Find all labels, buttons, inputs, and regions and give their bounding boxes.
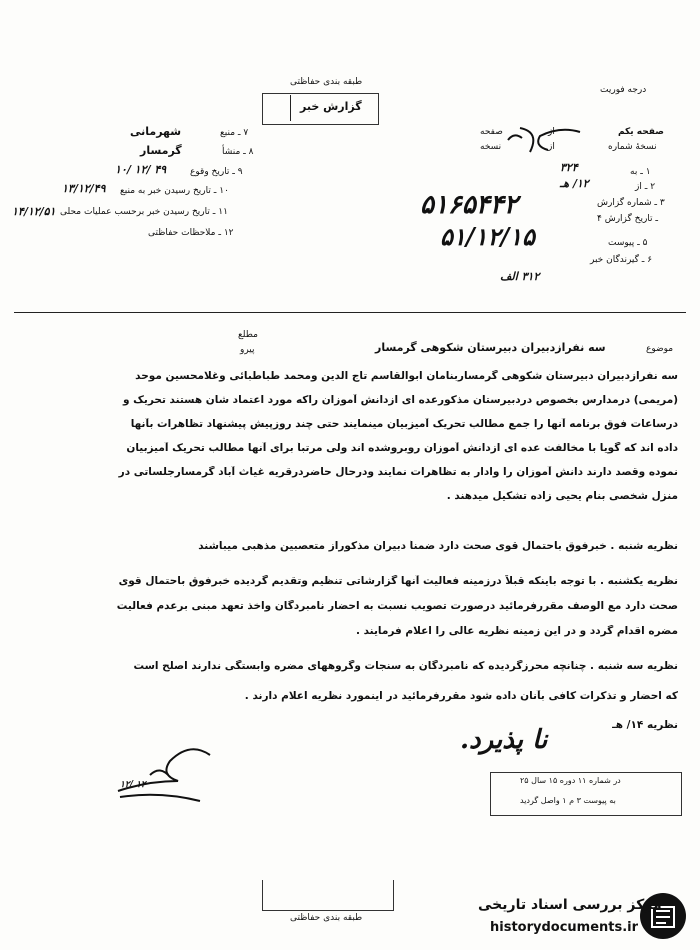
signature-date: ۱۲/ ۱۲ <box>120 780 146 790</box>
footer-classification: طبقه بندی حفاظتی <box>290 913 363 923</box>
field-1-label: ۱ ـ به <box>630 167 651 177</box>
field-11-label: ۱۱ ـ تاریخ رسیدن خبر برحسب عملیات محلی <box>60 207 228 217</box>
header-title: گزارش خبر <box>300 100 362 113</box>
field-1-value: ۳۲۴ <box>560 161 578 174</box>
copy-of: از <box>548 142 555 152</box>
subject-text: سه نفرازدبیران دبیرستان شکوهی گرمسار <box>375 341 606 354</box>
handwritten-page-marks <box>500 120 650 160</box>
field-12-label: ۱۲ ـ ملاحظات حفاظتی <box>148 228 234 238</box>
field-10-value: ۱۳/۱۲/۴۹ <box>62 182 106 195</box>
field-7-label: ۷ ـ منبع <box>220 128 249 138</box>
field-8-value: گرمسار <box>140 144 182 157</box>
watermark-title: مرکز بررسی اسناد تاریخی <box>478 897 662 913</box>
field-10-label: ۱۰ ـ تاریخ رسیدن خبر به منبع <box>120 186 229 196</box>
field-2-label: ۲ ـ از <box>635 182 656 192</box>
report-number-handwritten: ۵۱۶۵۴۴۲ <box>420 190 518 220</box>
field-2-value: ۱۲/ هـ <box>560 177 589 190</box>
subject-side-note-2: پیرو <box>240 345 255 355</box>
receipt-stamp-line2: به پیوست ۳ م ۱ واصل گردید <box>520 796 616 805</box>
field-6-value: ۳۱۲ الف <box>500 270 540 283</box>
opinion-tuesday-2: که احضار و تذکرات کافی بآنان داده شود مقررفرمائید در اینمورد نظریه اعلام دارند . <box>244 690 678 702</box>
body-line-6: منزل شخصی بنام یحیی زاده تشکیل میدهند . <box>446 490 678 502</box>
urgency-label: درجه فوریت <box>600 85 647 95</box>
opinion-sunday-2: صحت دارد مع الوصف مقررفرمائید درصورت تصویب نسبت به احضار نامبردگان واخذ تعهد مبنی برعدم فعالیت <box>116 600 678 612</box>
report-date-handwritten: ۵۱/۱۲/۱۵ <box>440 222 535 251</box>
body-line-1: سه نفرازدبیران دبیرستان شکوهی گرمساربنامان ابوالقاسم تاج الدین ومحمد طباطبائی وغلامحسین موحد <box>135 370 678 382</box>
field-6-label: ۶ ـ گیرندگان خبر <box>590 255 653 265</box>
body-line-5: نموده وقصد دارند دانش آموزان را وادار به تظاهرات نمایند ودرحال حاضردرقریه غیاث آباد گرمسارجلساتی در <box>118 466 678 478</box>
subject-label: موضوع <box>646 344 674 354</box>
field-4-label: ۴ ـ تاریخ گزارش <box>597 214 659 224</box>
header-title-divider <box>290 95 291 121</box>
opinion-saturday: نظریه شنبه . خبرفوق باحتمال قوی صحت دارد ضمناً دبیران مذکوراز متعصبین مذهبی میباشند <box>198 540 678 552</box>
opinion-sunday-1: نظریه یکشنبه . با توجه باینکه قبلاً درزمینه فعالیت آنها گزارشاتی تنظیم وتقدیم گردیده خبرفوق باحتمال قوی <box>118 575 678 587</box>
copy-label: نسخهٔ شماره <box>608 142 657 152</box>
field-9-value: ۱۰/ ۱۲/ ۴۹ <box>115 163 167 176</box>
opinion-14: نظریه ۱۴/ هـ <box>612 719 678 731</box>
subject-side-note: مطلع <box>238 330 258 340</box>
field-5-label: ۵ ـ پیوست <box>608 238 648 248</box>
header-separator <box>14 312 686 313</box>
page-right: صفحه <box>480 127 503 137</box>
opinion-sunday-3: مضره اقدام گردد و در این زمینه نظریه عالی را اعلام فرمایند . <box>355 625 678 637</box>
opinion-tuesday-1: نظریه سه شنبه . چنانچه محرزگردیده که نامبردگان به سنجات وگروههای مضره وابستگی ندارند اصلح است <box>133 660 678 672</box>
watermark-url: historydocuments.ir <box>490 920 639 935</box>
receipt-stamp-line1: در شماره ۱۱ دوره ۱۵ سال ۲۵ <box>520 776 621 785</box>
signature-mark <box>90 735 230 815</box>
handwritten-note: نا پذیرد. <box>460 725 548 755</box>
field-9-label: ۹ ـ تاریخ وقوع <box>190 167 243 177</box>
body-line-4: داده اند که گویا با مخالفت عده ای ازدانش آموزان روبروشده اند ولی مرتباً برای آنها مطالب تحریک آمیزبیان <box>126 442 678 454</box>
field-7-value: شهرمانی <box>130 125 182 138</box>
page-label: صفحه یکم <box>618 127 664 137</box>
copy-right: نسخه <box>480 142 502 152</box>
body-line-2: (مریمی) درمدارس بخصوص دردبیرستان مذکورعده ای ازدانش آموزان راکه مورد اعتماد شان هستند تحریک و <box>122 394 678 406</box>
field-3-label: ۳ ـ شماره گزارش <box>597 198 665 208</box>
header-classification: طبقه بندی حفاظتی <box>290 77 363 87</box>
body-line-3: درساعات فوق برنامه آنها را جمع مطالب تحریک آمیزبیان مینمایند حتی چند روزپیش پیشنهاد تظاهرات بآنها <box>130 418 678 430</box>
field-8-label: ۸ ـ منشأ <box>222 147 254 157</box>
footer-classification-box <box>262 880 394 911</box>
field-11-value: ۱۴/۱۲/۵۱ <box>12 205 56 218</box>
page-of: از <box>548 127 555 137</box>
